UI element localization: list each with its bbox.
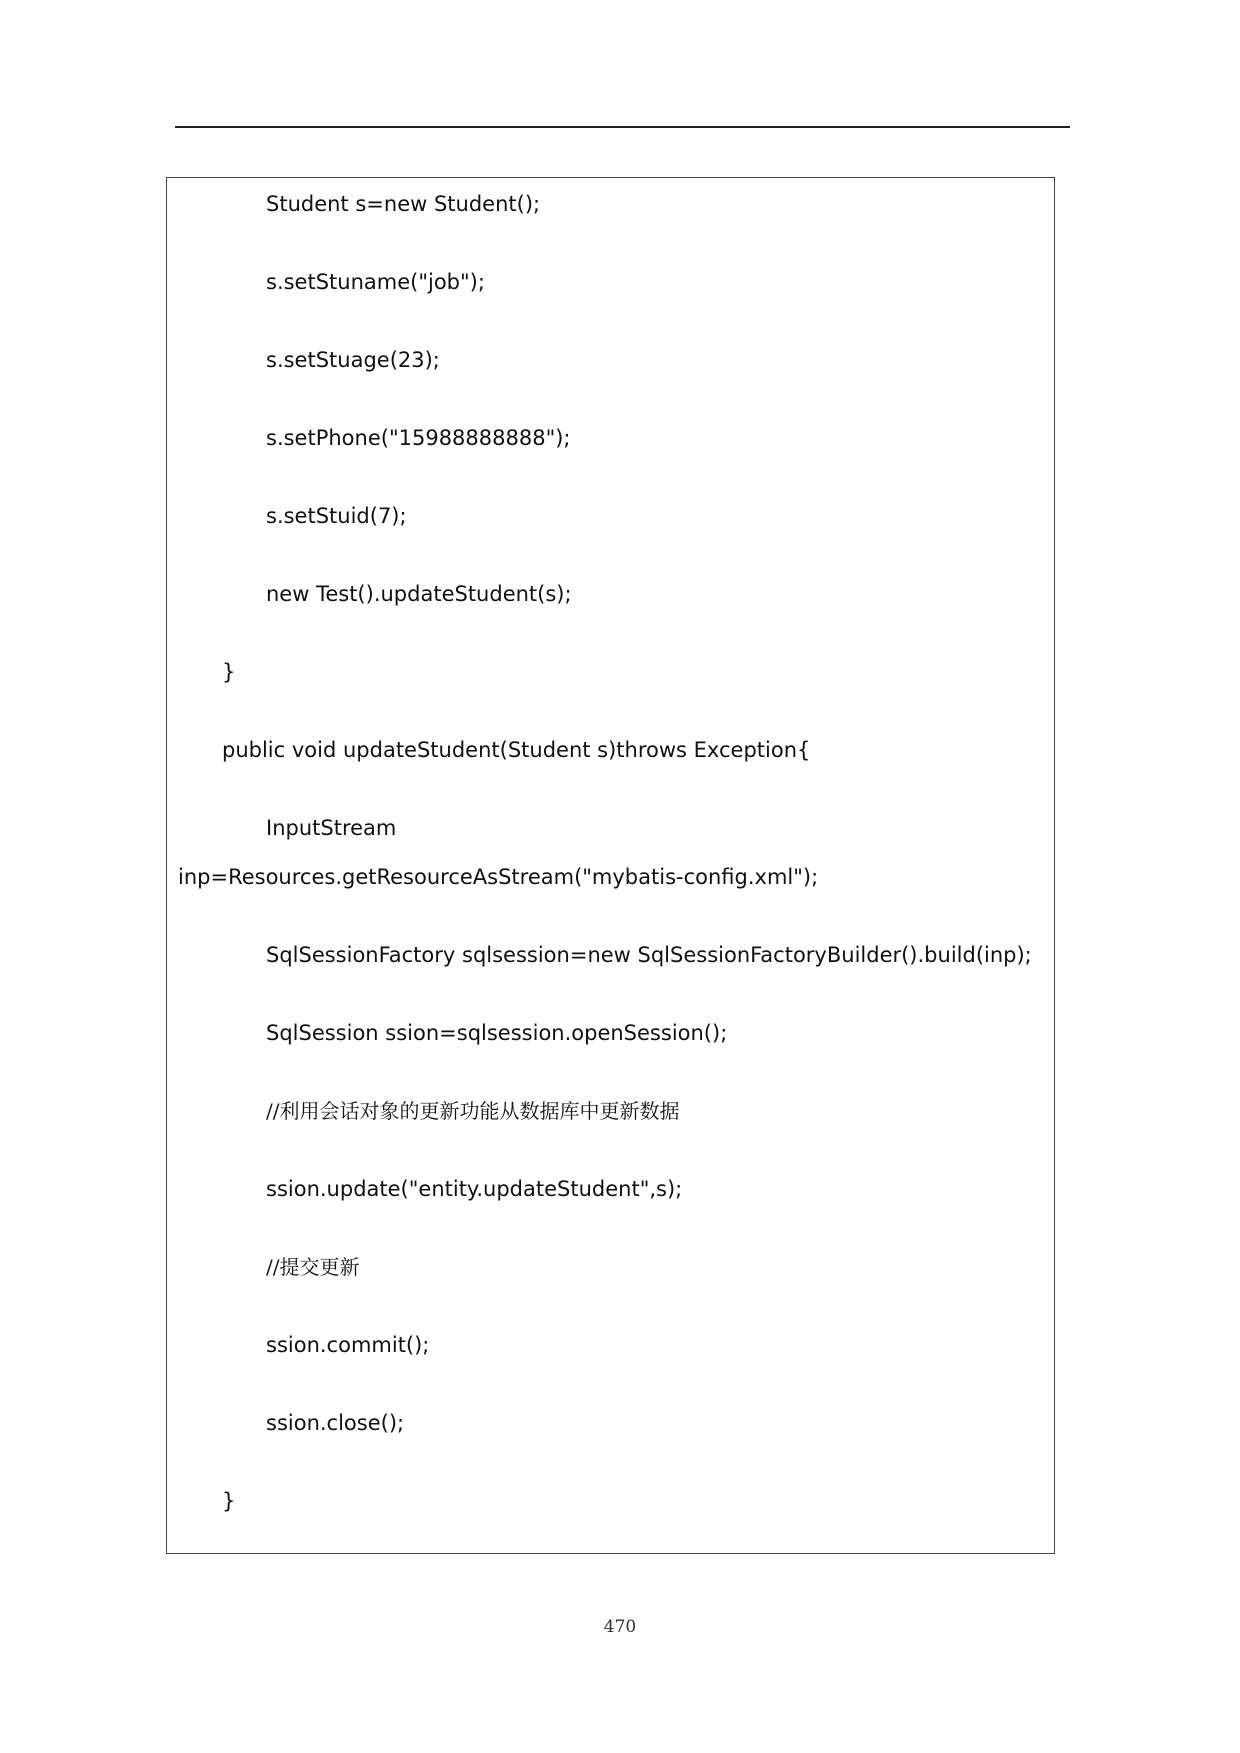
code-comment: //利用会话对象的更新功能从数据库中更新数据 bbox=[266, 1099, 680, 1123]
code-line: new Test().updateStudent(s); bbox=[266, 582, 572, 606]
code-line: s.setStuname("job"); bbox=[266, 270, 485, 294]
code-line: InputStream bbox=[266, 816, 397, 840]
code-line: Student s=new Student(); bbox=[266, 192, 541, 216]
code-line: public void updateStudent(Student s)throws Exception{ bbox=[222, 738, 811, 762]
code-line: inp=Resources.getResourceAsStream("mybatis-config.xml"); bbox=[178, 865, 819, 889]
code-line: } bbox=[222, 1489, 236, 1513]
code-line: } bbox=[222, 660, 236, 684]
code-line: s.setStuage(23); bbox=[266, 348, 440, 372]
code-line: SqlSession ssion=sqlsession.openSession(); bbox=[266, 1021, 728, 1045]
code-comment: //提交更新 bbox=[266, 1255, 360, 1279]
code-line: SqlSessionFactory sqlsession=new SqlSessionFactoryBuilder().build(inp); bbox=[266, 943, 1032, 967]
code-line: ssion.close(); bbox=[266, 1411, 405, 1435]
code-line: ssion.update("entity.updateStudent",s); bbox=[266, 1177, 683, 1201]
page-number: 470 bbox=[603, 1617, 637, 1637]
code-line: s.setPhone("15988888888"); bbox=[266, 426, 571, 450]
code-line: s.setStuid(7); bbox=[266, 504, 407, 528]
header-rule bbox=[175, 126, 1070, 128]
code-line: ssion.commit(); bbox=[266, 1333, 430, 1357]
code-block bbox=[166, 177, 1055, 1554]
